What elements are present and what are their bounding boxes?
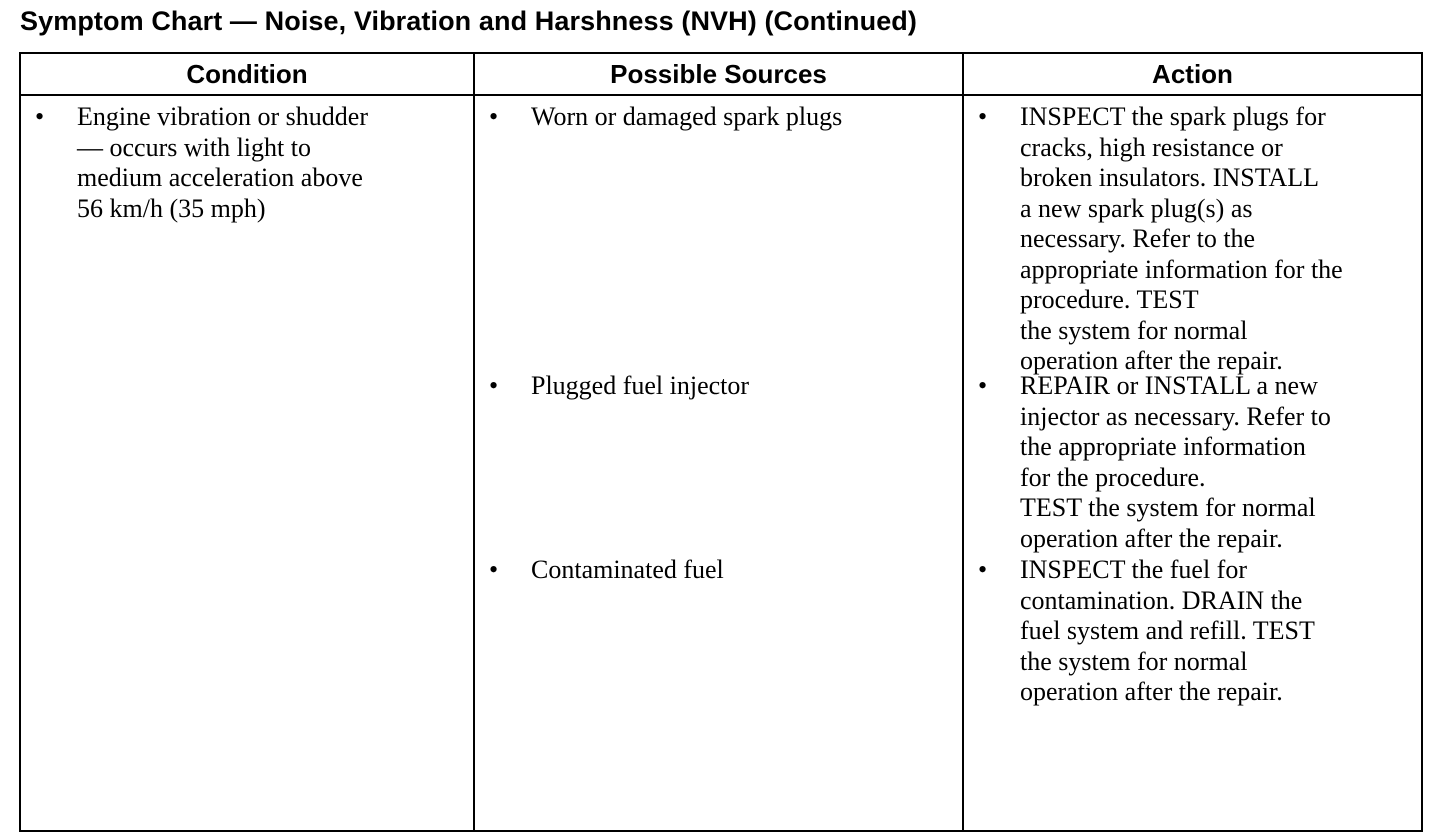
source-entry-spark-plugs <box>475 96 962 371</box>
table-row <box>20 95 1422 831</box>
page-title: Symptom Chart — Noise, Vibration and Harshness (NVH) (Continued) <box>20 6 917 36</box>
column-header-action: Action <box>963 53 1422 95</box>
source-text: Plugged fuel injector <box>531 371 750 400</box>
bullet: • <box>489 555 499 584</box>
symptom-chart-table <box>19 52 1423 832</box>
bullet: • <box>978 555 988 584</box>
bullet: • <box>978 102 988 131</box>
condition-cell <box>20 95 474 831</box>
action-entry-fuel-injector <box>964 371 1421 555</box>
action-text: INSPECT the spark plugs for cracks, high resistance or broken insulators. INSTALL a new spark plug(s) as necessary. Refer to the appropriate information for the procedure. TEST the system for normal operation after the repair. <box>1020 102 1343 375</box>
table-header-row <box>20 53 1422 95</box>
source-entry-contaminated-fuel <box>475 555 962 830</box>
action-cell <box>963 95 1422 831</box>
source-text: Worn or damaged spark plugs <box>531 102 843 131</box>
possible-sources-cell <box>474 95 963 831</box>
column-header-condition: Condition <box>20 53 474 95</box>
action-text: REPAIR or INSTALL a new injector as necessary. Refer to the appropriate information for the procedure. TEST the system for normal operation after the repair. <box>1020 371 1331 553</box>
source-text: Contaminated fuel <box>531 555 724 584</box>
condition-text: Engine vibration or shudder — occurs with light to medium acceleration above 56 km/h (35 mph) <box>77 102 368 223</box>
condition-entry <box>21 96 473 224</box>
action-entry-contaminated-fuel <box>964 555 1421 708</box>
bullet: • <box>489 102 499 131</box>
source-entry-fuel-injector <box>475 371 962 555</box>
action-entry-spark-plugs <box>964 96 1421 375</box>
bullet: • <box>489 371 499 400</box>
bullet: • <box>35 102 45 131</box>
column-header-possible-sources: Possible Sources <box>474 53 963 95</box>
bullet: • <box>978 371 988 400</box>
action-text: INSPECT the fuel for contamination. DRAIN the fuel system and refill. TEST the system for normal operation after the repair. <box>1020 555 1315 706</box>
